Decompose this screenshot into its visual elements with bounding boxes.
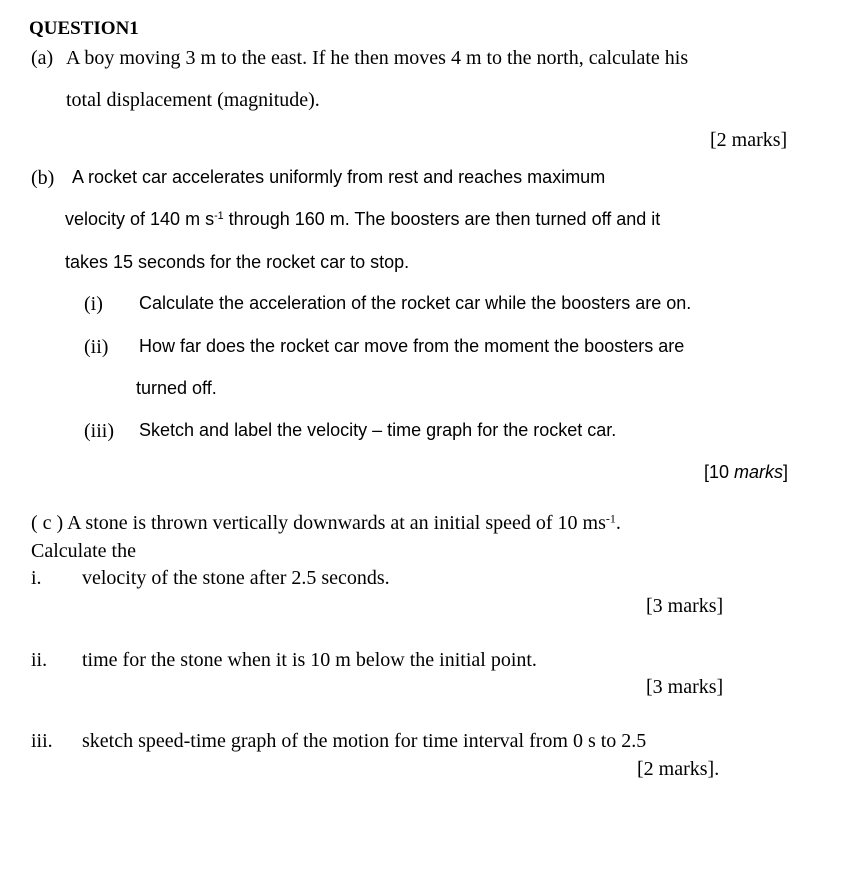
part-c-line1	[31, 513, 621, 533]
part-c-iii-label: iii.	[31, 730, 53, 752]
part-b-iii-text: Sketch and label the velocity – time graph for the rocket car.	[139, 420, 617, 440]
part-b-marks	[704, 463, 788, 481]
part-b-label: (b)	[31, 167, 55, 189]
part-c-i-label: i.	[31, 567, 42, 589]
part-c-iii-marks: [2 marks].	[637, 758, 720, 780]
part-b-marks-close: ]	[783, 462, 789, 482]
part-b-iii-label: (iii)	[84, 420, 114, 442]
part-b-ii-text2: turned off.	[136, 378, 217, 398]
part-b-line3: takes 15 seconds for the rocket car to stop.	[65, 252, 410, 272]
part-b-line1: A rocket car accelerates uniformly from rest and reaches maximum	[72, 167, 606, 187]
part-c-ii-marks: [3 marks]	[646, 676, 724, 698]
part-a-line1: A boy moving 3 m to the east. If he then moves 4 m to the north, calculate his	[66, 47, 689, 69]
part-b-marks-word: marks	[734, 462, 784, 482]
question-title: QUESTION1	[29, 18, 139, 39]
part-b-line2	[65, 210, 660, 228]
part-a-line2: total displacement (magnitude).	[66, 89, 320, 111]
part-c-i-marks: [3 marks]	[646, 595, 724, 617]
part-a-marks: [2 marks]	[710, 129, 788, 151]
part-c-line2: Calculate the	[31, 540, 136, 562]
part-b-ii-text1: How far does the rocket car move from the moment the boosters are	[139, 336, 685, 356]
part-a-label: (a)	[31, 47, 54, 69]
part-b-line2-pre: velocity of 140 m s	[65, 209, 215, 229]
part-c-iii-text: sketch speed-time graph of the motion for time interval from 0 s to 2.5	[82, 730, 647, 752]
part-c-line1-sup: -1	[605, 511, 616, 526]
part-b-i-text: Calculate the acceleration of the rocket car while the boosters are on.	[139, 293, 692, 313]
part-b-line2-post: through 160 m. The boosters are then turned off and it	[223, 209, 661, 229]
part-b-i-label: (i)	[84, 293, 103, 315]
part-c-line1-pre: ( c ) A stone is thrown vertically downwards at an initial speed of 10 ms	[31, 512, 606, 534]
part-b-line2-sup: -1	[214, 210, 224, 223]
part-c-ii-label: ii.	[31, 649, 48, 671]
part-c-ii-text: time for the stone when it is 10 m below the initial point.	[82, 649, 537, 671]
part-b-marks-open: [10	[704, 462, 735, 482]
part-b-ii-label: (ii)	[84, 336, 109, 358]
part-c-line1-post: .	[615, 512, 621, 534]
part-c-i-text: velocity of the stone after 2.5 seconds.	[82, 567, 390, 589]
